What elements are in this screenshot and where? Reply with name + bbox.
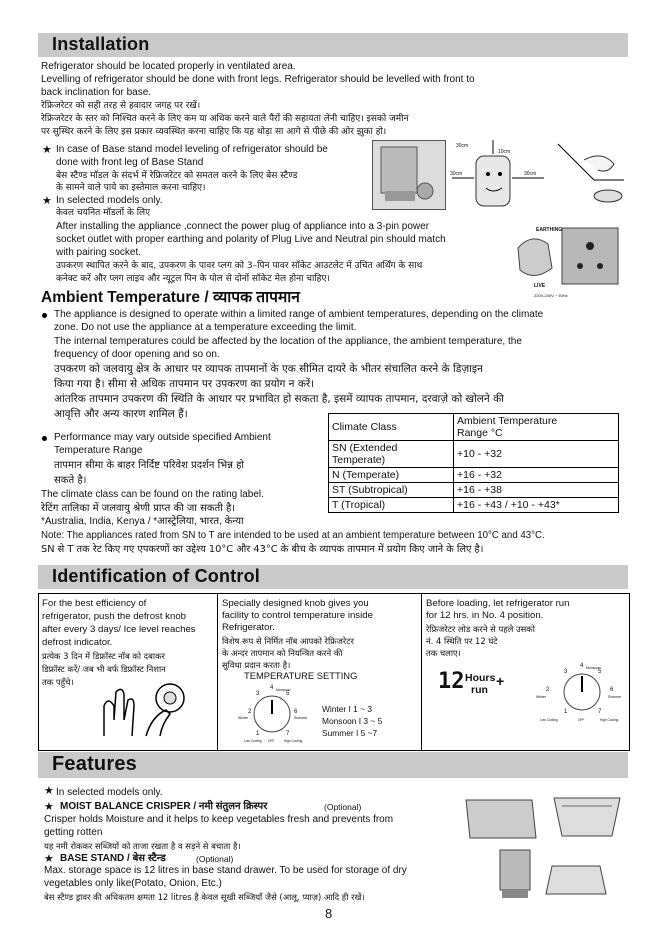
base-stand-hindi: बेस स्टैण्ड ड्रावर की अधिकतम क्षमता 12 litres है केवल सूखी सब्जियॉं जैसे (आलू, प्याज़) आदि ही रखें।: [44, 892, 365, 902]
installation-title: Installation: [52, 34, 150, 54]
plug-hindi-2: कनेक्ट करें और प्लग लाइव और न्यूट्रल पिन के पोल से दोनों सॉकेट मेल होना चाहिए।: [56, 274, 330, 284]
cell-text: Temperate): [332, 454, 386, 466]
plug-line-3: with pairing socket.: [56, 247, 142, 258]
selected-models-hindi: केवल चयनित मॉडलों के लिए: [56, 208, 151, 218]
optional-label-1: (Optional): [324, 802, 362, 812]
defrost-line-1: For the best efficiency of: [42, 598, 147, 609]
identification-title: Identification of Control: [52, 566, 260, 586]
star-icon: ★: [44, 801, 54, 813]
defrost-line-4: defrost indicator.: [42, 637, 113, 648]
performance-hindi-2: सकते है।: [54, 475, 87, 486]
knob-hindi-3: सुविधा प्रदान करता है।: [222, 660, 291, 670]
table-row: [329, 468, 619, 483]
run-line-1: Before loading, let refrigerator run: [426, 598, 570, 609]
ambient-line-1: The appliance is designed to operate within a limited range of ambient temperatures, depending on the climate: [54, 309, 544, 320]
ambient-title: Ambient Temperature / व्यापक तापमान: [41, 289, 300, 306]
base-stand-title: BASE STAND / बेस स्टैन्ड: [60, 853, 166, 864]
plug-line-2: socket outlet with proper earthing and polarity of Plug Live and Neutral pin should match: [56, 234, 446, 245]
install-hindi-1: रेफ्रिजरेटर को सही तरह से हवादार जगह पर रखें।: [41, 101, 201, 111]
defrost-line-2: refrigerator, push the defrost knob: [42, 611, 186, 622]
earthing-socket-diagram: EARTHING LIVE 220V-240V ~ 50Hz: [512, 218, 628, 298]
climate-class-table: [328, 413, 619, 513]
install-line-1: Refrigerator should be located properly in ventilated area.: [41, 61, 296, 72]
plug-line-1: After installing the appliance ,connect the power plug of appliance into a 3-pin power: [56, 221, 430, 232]
bullet-icon: [42, 313, 47, 318]
crisper-hindi: यह नमी रोककर सब्जियों को ताजा रखता है व सड़ने से बचाता है।: [44, 841, 241, 851]
table-row: [329, 483, 619, 498]
table-header-cell: Climate Class: [329, 414, 454, 441]
crisper-line-1: Crisper holds Moisture and it helps to keep vegetables fresh and prevents from: [44, 814, 394, 825]
install-line-3: back inclination for base.: [41, 87, 152, 98]
australia-note: *Australia, India, Kenya / *आस्ट्रेलिया, भारत, केन्या: [41, 516, 244, 527]
knob-line-2: facility to control temperature inside: [222, 610, 373, 621]
base-stand-line-2: vegetables only like(Potato, Onion, Etc.): [44, 878, 222, 889]
performance-line-1: Performance may vary outside specified Ambient: [54, 432, 271, 443]
installation-header: [38, 33, 628, 57]
plus-sign: +: [496, 673, 505, 689]
temperature-knob-diagram: 4 Monsoon 3 5 2 Winter 6 Summer 1 7 Low Cooling OFF High Cooling: [238, 685, 308, 743]
base-stand-hindi-1: बेस स्टैण्ड मॉडल के संदर्भ में रेफ्रिजरेटर को समतल करने के लिए बेस स्टैण्ड: [56, 171, 298, 181]
hand-leveling-illustration: [554, 140, 630, 212]
ambient-line-2: zone. Do not use the appliance at a temperature exceeding the limit.: [54, 322, 357, 333]
star-icon: ★: [44, 785, 54, 797]
table-row: [329, 441, 619, 468]
ambient-hindi-1: उपकरण को जलवायु क्षेत्र के आधार पर व्यापक तापमानों के एक सीमित दायरे के भीतर संचालित करने के डिज़ाइन: [54, 363, 483, 375]
install-line-2: Levelling of refrigerator should be done with front legs. Refrigerator should be levelled with front to: [41, 74, 475, 85]
features-title: Features: [52, 753, 137, 775]
knob-hindi-1: विशेष रूप से निर्मित नॉब आपको रेफ्रिजरेटर: [222, 636, 354, 646]
selected-models: In selected models only.: [56, 195, 163, 206]
crisper-illustration: [462, 792, 626, 842]
defrost-hindi-2: डिफ्रॉस्ट करें/ जब भी बर्फ डिफ्रॉस्ट निशान: [42, 664, 166, 674]
table-row: [329, 498, 619, 513]
winter-range: Winter I 1 ~ 3: [322, 704, 373, 714]
climate-class-line: The climate class can be found on the rating label.: [41, 489, 264, 500]
note-line: Note: The appliances rated from SN to T are intended to be used at an ambient temperature between 10°C and 43°C.: [41, 530, 545, 541]
ambient-hindi-4: आवृत्ति और अन्य कारण शामिल हैं।: [54, 408, 188, 420]
star-icon: ★: [42, 195, 52, 207]
climate-class-hindi: रेटिंग तालिका में जलवायु श्रेणी प्राप्त की जा सकती है।: [41, 503, 236, 514]
run-hindi-1: रेफ्रिजरेटर लोड करने से पहले उसको: [426, 624, 535, 634]
defrost-hindi-3: तक पहुँचे।: [42, 677, 74, 687]
knob-hindi-2: के अन्दर तापमान को नियन्त्रित करने की: [222, 648, 343, 658]
install-hindi-3: पर सुस्थिर करने के लिए इस प्रकार व्यवस्थित करना चाहिए कि यह थोड़ा सा आगे से पीछे की ओर झुका हो।: [41, 127, 387, 137]
crisper-line-2: getting rotten: [44, 827, 103, 838]
features-header: [38, 752, 628, 778]
base-stand-line-1: Max. storage space is 12 litres in base stand drawer. To be used for storage of dry: [44, 865, 407, 876]
fridge-leg-illustration: [372, 140, 446, 210]
temperature-setting-label: TEMPERATURE SETTING: [244, 670, 358, 681]
header-text: Ambient Temperature: [457, 415, 558, 427]
table-header-row: [329, 414, 619, 441]
run-hindi-3: तक चलाए।: [426, 648, 461, 658]
table-header-cell: [454, 414, 619, 441]
table-cell: [329, 441, 454, 468]
identification-header: [38, 565, 628, 589]
ambient-hindi-3: आंतरिक तापमान उपकरण की स्थिति के आधार पर प्रभावित हो सकता है, इसमें व्यापक तापमान, दरवाज़े को खोलने की: [54, 393, 504, 405]
run-label: run: [471, 684, 488, 696]
knob-line-1: Specially designed knob gives you: [222, 598, 369, 609]
base-stand-illustration: [496, 846, 616, 902]
base-stand-leveling-1: In case of Base stand model leveling of refrigerator should be: [56, 144, 328, 155]
run-line-2: for 12 hrs. in No. 4 position.: [426, 610, 544, 621]
twelve-display: 12: [438, 669, 465, 694]
table-cell: +16 - +32: [454, 468, 619, 483]
base-stand-leveling-2: done with front leg of Base Stand: [56, 157, 204, 168]
plug-hindi-1: उपकरण स्थापित करने के बाद, उपकरण के पावर प्लग को 3–पिन पावर सॉकेट आउटलेट में उचित अर्थिंग के साथ: [56, 261, 423, 271]
clearance-diagram: 30cm 10cm 30cm 30cm: [448, 138, 548, 210]
run-hindi-2: नं. 4 स्थिति पर 12 घंटे: [426, 636, 498, 646]
performance-hindi-1: तापमान सीमा के बाहर निर्दिष्ट परिवेश प्रदर्शन भिन्न हो: [54, 460, 244, 471]
performance-line-2: Temperature Range: [54, 445, 143, 456]
note-hindi: SN से T तक रेट किए गए एपकरणों का उद्देश्य 10°C और 43°C के बीच के व्यापक तापमान में प्रयोग किए जाने के लिए है।: [41, 544, 484, 555]
install-hindi-2: रेफ्रिजरेटर के स्तर को निश्चित करने के लिए कम या अधिक करने वाले पैरों की सहायता लेनी चाहिए। इसको जमीन: [41, 114, 409, 124]
defrost-hand-illustration: [96, 680, 196, 740]
ambient-line-3: The internal temperatures could be affected by the location of the appliance, the ambient temperature, the: [54, 336, 522, 347]
table-cell: +10 - +32: [454, 441, 619, 468]
defrost-line-3: after every 3 days/ Ice level reaches: [42, 624, 196, 635]
page-number: 8: [325, 906, 333, 921]
table-cell: +16 - +38: [454, 483, 619, 498]
optional-label-2: (Optional): [196, 854, 234, 864]
monsoon-range: Monsoon I 3 ~ 5: [322, 716, 383, 726]
defrost-hindi-1: प्रत्येक 3 दिन में डिफ्रॉस्ट नॉब को दबाकर: [42, 651, 165, 661]
hours-label: Hours: [465, 672, 496, 684]
knob-position-4-diagram: 4 Monsoon 3 5 2 Winter 6 Summer 1 7 Low Cooling OFF High Cooling: [536, 663, 622, 722]
selected-models-features: In selected models only.: [56, 787, 163, 798]
ambient-line-4: frequency of door opening and so on.: [54, 349, 220, 360]
ambient-hindi-2: किया गया है। सीमा से अधिक तापमान पर उपकरण का प्रयोग न करें।: [54, 378, 315, 390]
moist-crisper-title: MOIST BALANCE CRISPER / नमी संतुलन क्रिस्पर: [60, 801, 268, 812]
table-cell: +16 - +43 / +10 - +43*: [454, 498, 619, 513]
table-cell: T (Tropical): [329, 498, 454, 513]
bullet-icon: [42, 436, 47, 441]
table-cell: N (Temperate): [329, 468, 454, 483]
header-text: Range °C: [457, 427, 503, 439]
summer-range: Summer I 5 ~7: [322, 728, 378, 738]
star-icon: ★: [44, 853, 54, 865]
star-icon: ★: [42, 144, 52, 156]
base-stand-hindi-2: के सामने वाले पाये का इस्तेमाल करना चाहिए।: [56, 183, 206, 193]
table-cell: ST (Subtropical): [329, 483, 454, 498]
cell-text: SN (Extended: [332, 442, 398, 454]
knob-line-3: Refrigerator.: [222, 622, 275, 633]
